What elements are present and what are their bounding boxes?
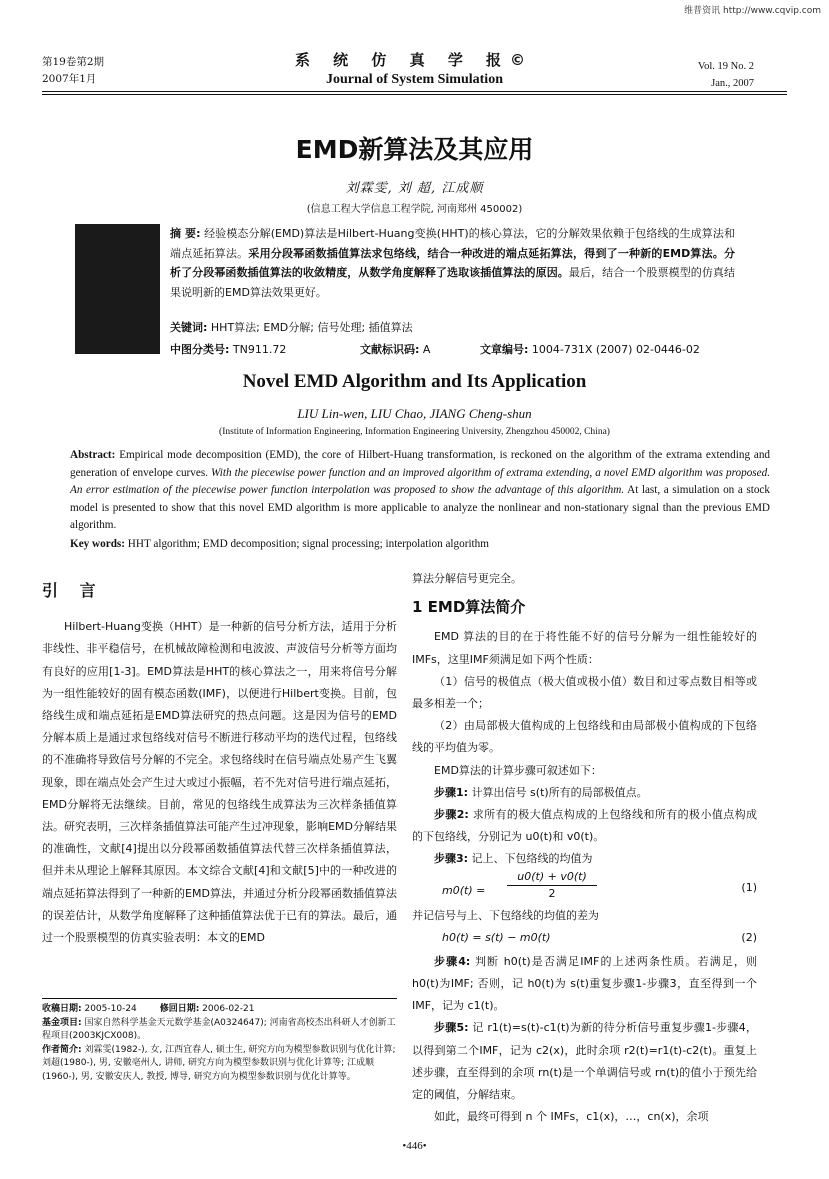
cls-value: TN911.72	[232, 343, 287, 356]
step3-text: 记上、下包络线的均值为	[471, 852, 593, 866]
recv-date: 2005-10-24	[84, 1004, 137, 1014]
affiliation: (信息工程大学信息工程学院, 河南郑州 450002)	[306, 204, 523, 215]
en-abstract	[70, 447, 770, 535]
footnote	[42, 1003, 397, 1084]
bio-label: 作者简介:	[42, 1044, 82, 1055]
step1-text: 计算出信号 s(t)所有的局部极值点。	[471, 785, 648, 799]
rev-date: 2006-02-21	[202, 1004, 255, 1014]
step2-text: 求所有的极大值点构成的上包络线和所有的极小值点构成的下包络线，分别记为 u0(t)和 v0(t)。	[412, 808, 757, 844]
en-abstract-label: Abstract:	[70, 449, 116, 461]
en-title: Novel EMD Algorithm and Its Application	[242, 371, 587, 392]
doc-value: A	[422, 343, 431, 356]
section1-heading: 1 EMD算法简介	[412, 598, 526, 617]
eq1-lhs: m0(t) =	[442, 883, 486, 897]
header-right	[698, 58, 754, 92]
equation-1	[412, 871, 757, 905]
recv-label: 收稿日期:	[42, 1004, 82, 1014]
cls-label: 中图分类号:	[170, 343, 230, 356]
en-affiliation: (Institute of Information Engineering, Information Engineering University, Zhengzhou 450002, China)	[219, 427, 610, 437]
watermark: 维普资讯 http://www.cqvip.com	[684, 6, 821, 16]
date-en: Jan., 2007	[711, 78, 754, 89]
en-abstract-italic: With the piecewise power function and an improved algorithm of extrama extending, a novel EMD algorithm was proposed. An error estimation of the piecewise power function interpolation was proposed to show the advantage of this algorithm.	[70, 466, 770, 496]
art-label: 文章编号:	[480, 343, 529, 356]
eq1-numerator: u0(t) + v0(t)	[507, 869, 597, 886]
step3b-text: 并记信号与上、下包络线的均值的差为	[412, 908, 599, 922]
abstract-side-bar	[75, 224, 160, 354]
en-abstract-text2: At last, a simulation on a stock model is presented to show that this novel EMD algorithm is more applicable to analyze the nonlinear and non-stationary signal than the previous EMD algorithm.	[70, 484, 770, 531]
equation-2	[412, 927, 757, 951]
step5-label: 步骤5:	[434, 1021, 469, 1035]
right-cont: 算法分解信号更完全。	[412, 572, 522, 585]
paper-title: EMD新算法及其应用	[295, 135, 534, 164]
doc-label: 文献标识码:	[360, 343, 420, 356]
cn-abstract	[170, 224, 735, 302]
right-p2: （1）信号的极值点（极大值或极小值）数目和过零点数目相等或最多相差一个；	[412, 674, 757, 711]
en-abstract-text1: Empirical mode decomposition (EMD), the core of Hilbert-Huang transformation, is reckoned on the algorithm of the extrama extending and generation of envelope curves.	[70, 449, 771, 479]
date-cn: 2007年1月	[42, 73, 97, 85]
right-p4: EMD算法的计算步骤可叙述如下：	[434, 763, 602, 777]
step1-label: 步骤1:	[434, 785, 469, 799]
right-p1: EMD 算法的目的在于将性能不好的信号分解为一组性能较好的IMFs，这里IMF须满足如下两个性质：	[412, 630, 757, 666]
step5-text: 记 r1(t)=s(t)-c1(t)为新的待分析信号重复步骤1-步骤4，以得到第二个IMF，记为 c2(x)，此时余项 r2(t)=r1(t)-c2(t)。重复上述步骤，直至得到的余项 rn(t)是一个单调信号或 rn(t)的值小于预先给定的阈值，分解结束。	[412, 1021, 757, 1102]
cn-classification	[170, 340, 735, 359]
step4-text: 判断 h0(t)是否满足IMF的上述两条性质。若满足，则 h0(t)为IMF; 否则，记 h0(t)为 s(t)重复步骤1-步骤3，直至得到一个IMF，记为 c1(t)。	[412, 954, 757, 1013]
en-keywords-text: HHT algorithm; EMD decomposition; signal processing; interpolation algorithm	[127, 538, 489, 550]
step2-label: 步骤2:	[434, 808, 469, 822]
cn-abstract-text: 经验模态分解(EMD)算法是Hilbert-Huang变换(HHT)的核心算法，它的分解效果依赖于包络线的生成算法和端点延拓算法。	[170, 227, 736, 260]
step4-label: 步骤4:	[434, 954, 471, 968]
right-p3: （2）由局部极大值构成的上包络线和由局部极小值构成的下包络线的平均值为零。	[412, 719, 757, 755]
page-number: •446•	[402, 1140, 427, 1152]
fund-text: 国家自然科学基金天元数学基金(A0324647); 河南省高校杰出科研人才创新工程项目(2003KJCX008)。	[42, 1017, 396, 1041]
right-p5: 如此，最终可得到 n 个 IMFs，c1(x)，…，cn(x)，余项	[434, 1110, 709, 1124]
en-authors: LIU Lin-wen, LIU Chao, JIANG Cheng-shun	[297, 406, 532, 421]
en-keywords	[70, 536, 770, 554]
intro-heading: 引 言	[42, 581, 104, 600]
authors: 刘霖雯, 刘 超, 江成顺	[345, 181, 484, 196]
left-column	[42, 580, 397, 949]
eq2-body: h0(t) = s(t) − m0(t)	[442, 930, 551, 944]
journal-cn: 系 统 仿 真 学 报©	[294, 51, 535, 69]
cn-abstract-bold: 采用分段幂函数插值算法求包络线，结合一种改进的端点延拓算法，得到了一种新的EMD算法。分析了分段幂函数插值算法的收敛精度，从数学角度解释了选取该插值算法的原因。	[170, 246, 735, 279]
art-value: 1004-731X (2007) 02-0446-02	[531, 343, 700, 356]
rev-label: 修回日期:	[159, 1004, 200, 1014]
header-rule	[42, 91, 787, 92]
cn-keywords-text: HHT算法; EMD分解; 信号处理; 插值算法	[210, 321, 413, 334]
eq2-number: (2)	[741, 930, 757, 944]
cn-abstract-label: 摘 要:	[170, 227, 201, 240]
journal-en: Journal of System Simulation	[326, 72, 503, 87]
en-keywords-label: Key words:	[70, 538, 125, 550]
fund-label: 基金项目:	[42, 1017, 82, 1028]
eq1-denominator: 2	[548, 886, 556, 900]
right-column	[412, 568, 757, 1128]
volume-cn: 第19卷第2期	[42, 56, 105, 68]
step3-label: 步骤3:	[434, 852, 469, 866]
footnote-rule	[42, 998, 397, 999]
volume-en: Vol. 19 No. 2	[697, 61, 754, 72]
cn-keywords	[170, 318, 735, 337]
cn-abstract-tail: 最后，结合一个股票模型的仿真结果说明新的EMD算法效果更好。	[170, 266, 736, 299]
eq1-number: (1)	[741, 880, 757, 894]
intro-paragraph: Hilbert-Huang变换（HHT）是一种新的信号分析方法，适用于分析非线性、非平稳信号，在机械故障检测和电波波、声波信号分析等方面均有良好的应用[1-3]。EMD算法是HHT的核心算法之一，用来将信号分解为一组性能较好的固有模态函数(IMF)，以便进行Hilbert变换。目前，包络线生成和端点延拓是EMD算法研究的热点问题。这是因为信号的EMD分解本质上是通过求包络线对信号不断进行移动平均的迭代过程，包络线的不准确将导致信号分解的不完全。求包络线时在信号端点处易产生飞翼现象，即在端点处会产生过大或过小振幅，若不先对信号进行端点延拓，EMD分解将无法继续。目前，常见的包络线生成算法为三次样条插值算法。研究表明，三次样条插值算法可能产生过冲现象，影响EMD分解结果的准确性，文献[4]提出以分段幂函数插值算法代替三次样条插值算法，但并未从理论上解释其原因。本文综合文献[4]和文献[5]中的一种改进的端点延拓算法得到了一种新的EMD算法，并通过分析分段幂函数插值算法的误差估计，从数学角度解释了这种插值算法优于已有的算法。最后，通过一个股票模型的仿真实验表明：本文的EMD	[42, 620, 397, 945]
cn-keywords-label: 关键词:	[170, 321, 208, 334]
bio-text: 刘霖雯(1982-), 女, 江西宜春人, 硕士生, 研究方向为模型参数识别与优化计算; 刘超(1980-), 男, 安徽亳州人, 讲师, 研究方向为模型参数识别与优化计算等; 江成顺(1960-), 男, 安徽安庆人, 教授, 博导, 研究方向为模型参数识别与优化计算等。	[42, 1044, 396, 1082]
header-rule-thin	[42, 94, 787, 95]
